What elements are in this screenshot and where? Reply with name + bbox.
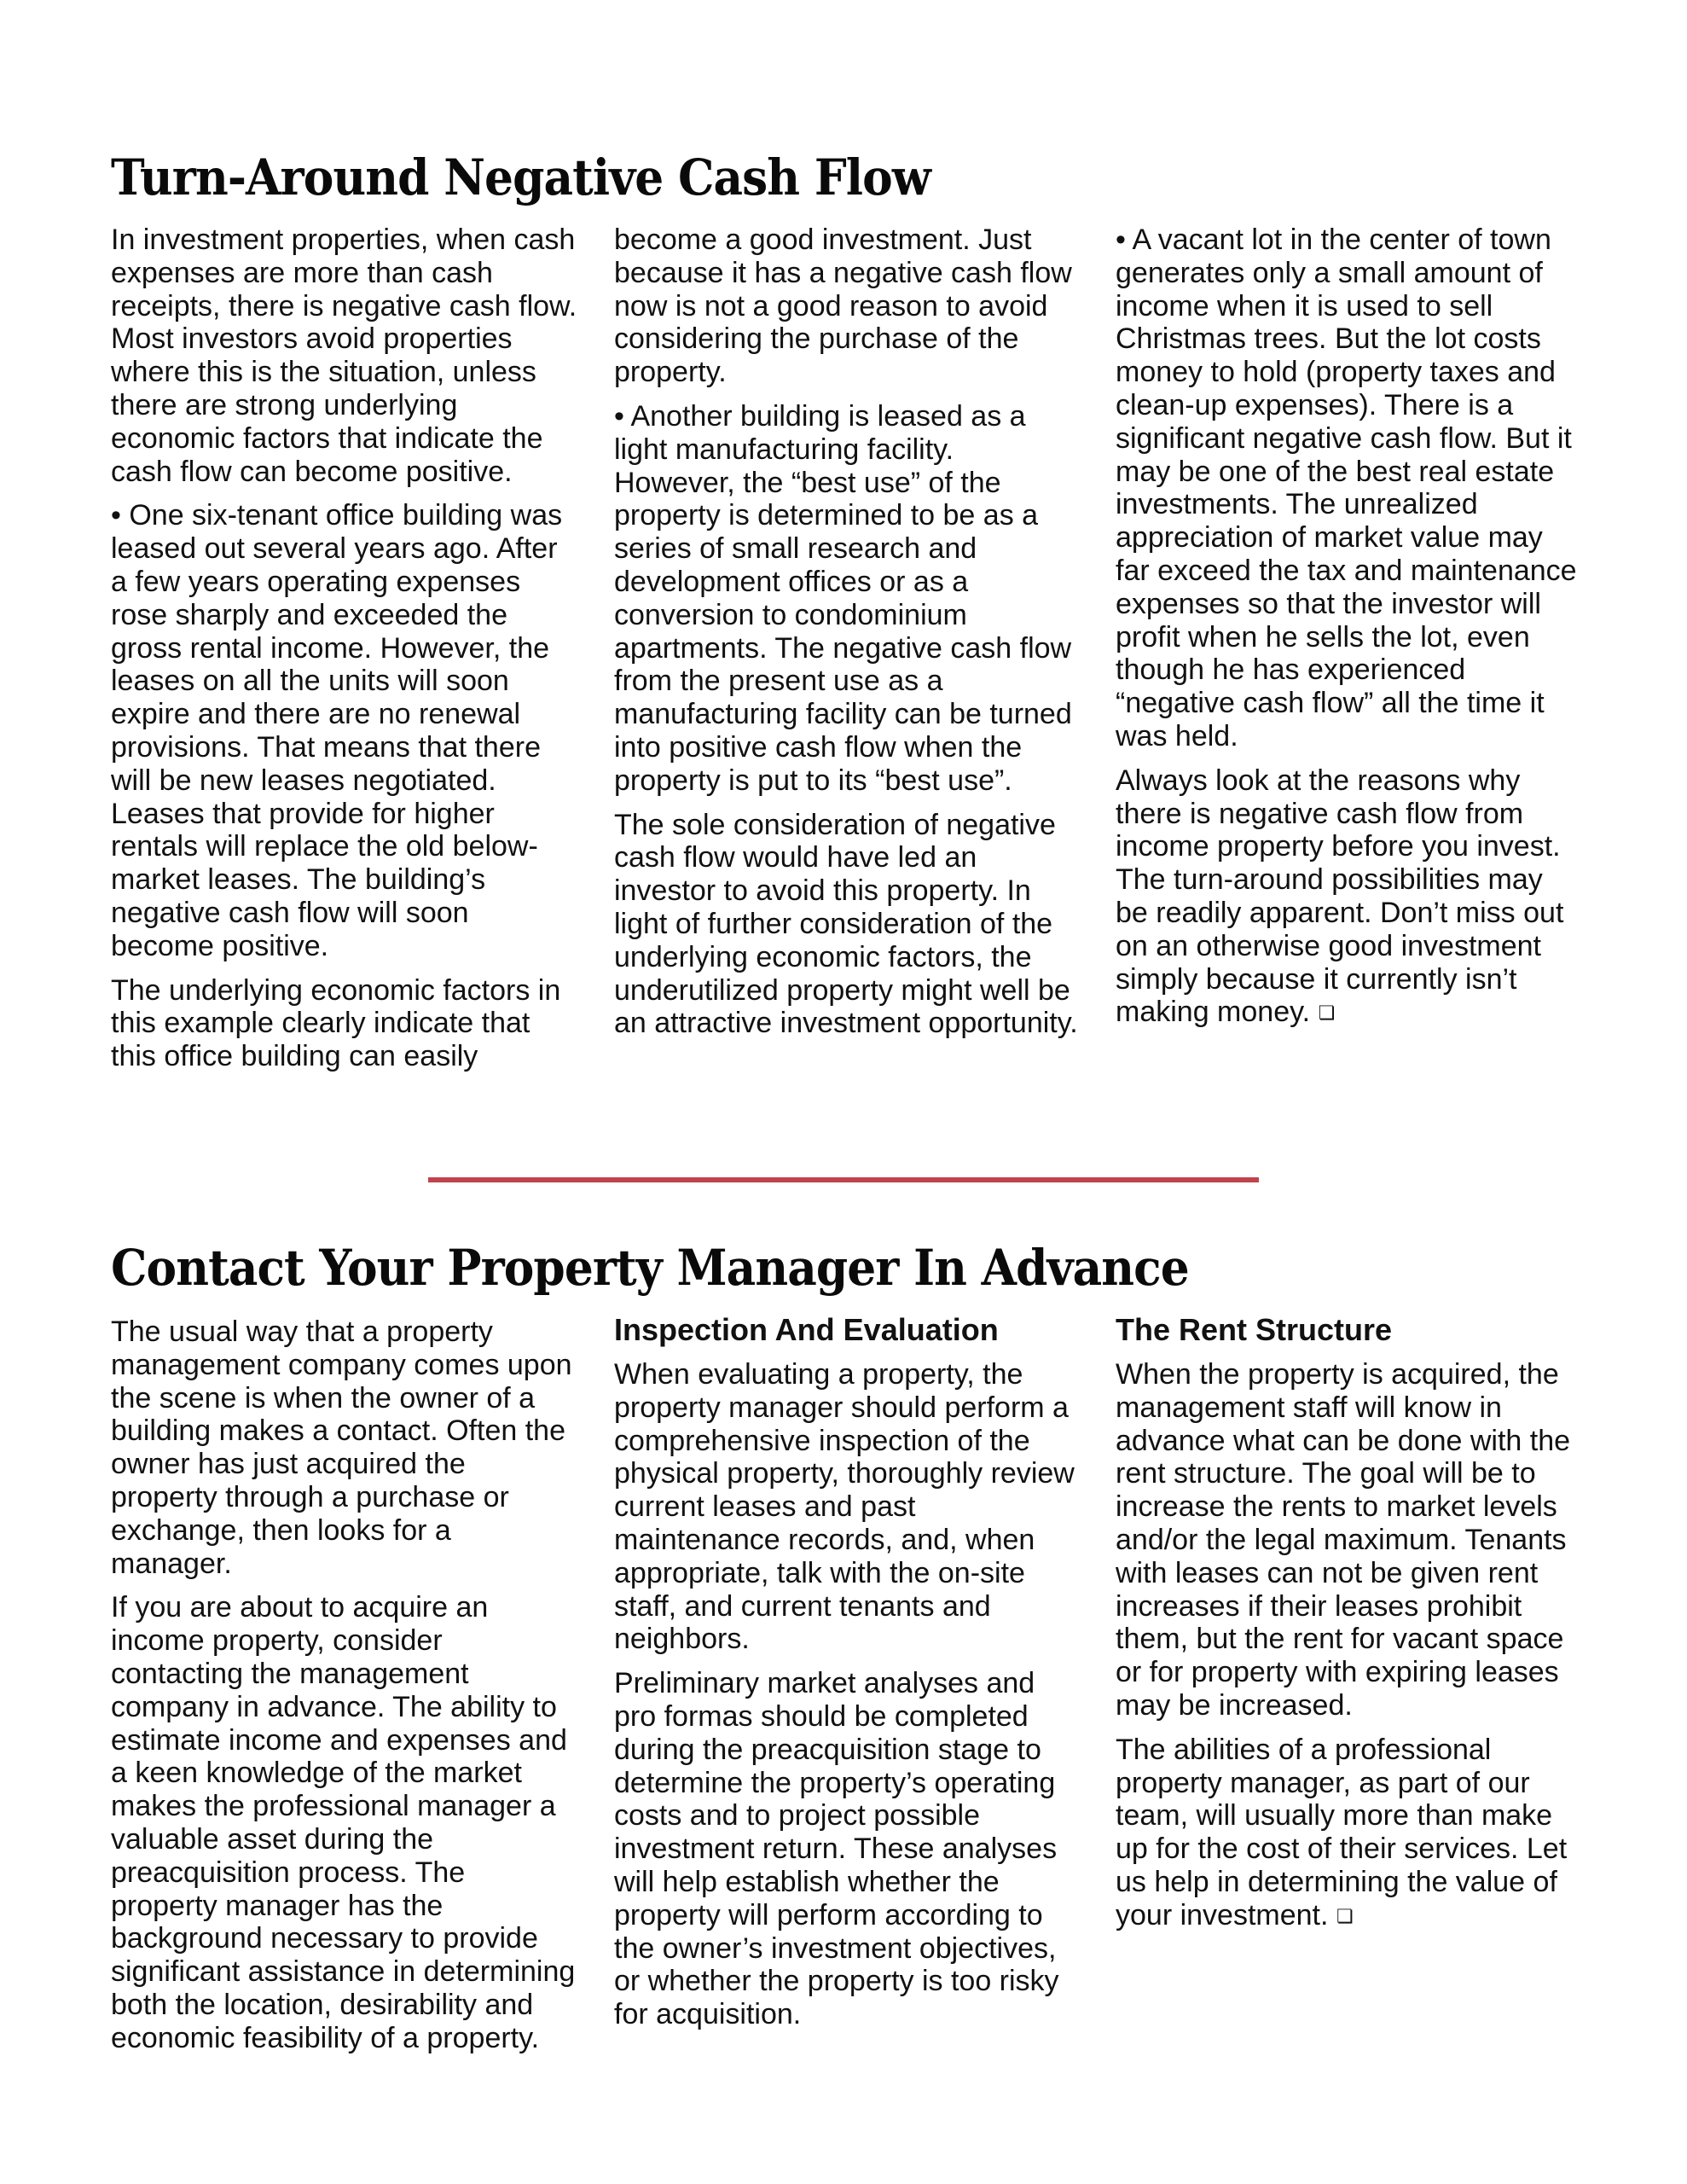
section-divider xyxy=(428,1177,1259,1182)
section-title-property-manager: Contact Your Property Manager In Advance xyxy=(111,1239,1189,1297)
subheading-inspection: Inspection And Evaluation xyxy=(614,1312,999,1347)
closing-paragraph xyxy=(1116,1734,1583,1933)
paragraph: Preliminary market analyses and pro formas should be completed during the preacquisition stage to determine the property’s operating costs and to project possible investment return. These analyses will help establish whether the property will perform according to the owner’s investment objectives, or whether the property is too risky for acquisition. xyxy=(614,1667,1059,2031)
paragraph: In investment properties, when cash expenses are more than cash receipts, there is negative cash flow. Most investors avoid properties where this is the situation, unless there are strong underlying economic factors that indicate the cash flow can become positive. xyxy=(111,224,577,488)
paragraph: The usual way that a property management company comes upon the scene is when the owner of a building makes a contact. Often the owner has just acquired the property through a purchase or exchange, then looks for a manager. xyxy=(111,1316,572,1580)
end-of-article-icon: ❏ xyxy=(1336,1905,1354,1927)
paragraph: When evaluating a property, the property manager should perform a comprehensive inspection of the physical property, thoroughly review current leases and past maintenance records, and, when appropriate, talk with the on-site staff, and current tenants and neighbors. xyxy=(614,1358,1075,1656)
closing-paragraph xyxy=(1116,764,1583,1031)
paragraph-text: Always look at the reasons why there is negative cash flow from income property before you invest. The turn-around possibilities may be readily apparent. Don’t miss out on an otherwise good investment simply because it currently isn’t making money. xyxy=(1116,764,1564,1029)
paragraph: The sole consideration of negative cash flow would have led an investor to avoid this property. In light of further consideration of the underlying economic factors, the underutilized property might well be an attractive investment opportunity. xyxy=(614,808,1078,1040)
subheading-rent-structure: The Rent Structure xyxy=(1116,1312,1393,1347)
paragraph: become a good investment. Just because it has a negative cash flow now is not a good reason to avoid considering the purchase of the property. xyxy=(614,224,1072,389)
bullet-paragraph: • One six-tenant office building was leased out several years ago. After a few years operating expenses rose sharply and exceeded the gross rental income. However, the leases on all the units will soon expire and there are no renewal provisions. That means that there will be new leases negotiated. Leases that provide for higher rentals will replace the old below-market leases. The building’s negative cash flow will soon become positive. xyxy=(111,499,563,962)
bullet-paragraph: • A vacant lot in the center of town generates only a small amount of income when it is used to sell Christmas trees. But the lot costs money to hold (property taxes and clean-up expenses). There is a significant negative cash flow. But it may be one of the best real estate investments. The unrealized appreciation of market value may far exceed the tax and maintenance expenses so that the investor will profit when he sells the lot, even though he has experienced “negative cash flow” all the time it was held. xyxy=(1116,224,1577,752)
paragraph-text: The abilities of a professional property manager, as part of our team, will usually more than make up for the cost of their services. Let us help in determining the value of your investment. xyxy=(1116,1733,1568,1931)
article-column-1 xyxy=(111,1316,578,2066)
article-column-3 xyxy=(1116,224,1583,1042)
bullet-paragraph: • Another building is leased as a light manufacturing facility. However, the “best use” of the property is determined to be as a series of small research and development offices or as a conversion to condominium apartments. The negative cash flow from the present use as a manufacturing facility can be turned into positive cash flow when the property is put to its “best use”. xyxy=(614,399,1072,797)
section-title-cash-flow: Turn-Around Negative Cash Flow xyxy=(111,148,930,206)
paragraph: If you are about to acquire an income property, consider contacting the management company in advance. The ability to estimate income and expenses and a keen knowledge of the market makes the professional manager a valuable asset during the preacquisition process. The property manager has the background necessary to provide significant assistance in determining both the location, desirability and economic feasibility of a property. xyxy=(111,1591,576,2054)
article-column-2 xyxy=(614,224,1081,1051)
paragraph: When the property is acquired, the management staff will know in advance what can be done with the rent structure. The goal will be to increase the rents to market levels and/or the legal maximum. Tenants with leases can not be given rent increases if their leases prohibit them, but the rent for vacant space or for property with expiring leases may be increased. xyxy=(1116,1358,1571,1722)
end-of-article-icon: ❏ xyxy=(1318,1002,1336,1024)
article-column-3 xyxy=(1116,1312,1583,1944)
article-column-1 xyxy=(111,224,578,1084)
paragraph: The underlying economic factors in this example clearly indicate that this office building can easily xyxy=(111,973,561,1073)
article-column-2 xyxy=(614,1312,1081,2042)
